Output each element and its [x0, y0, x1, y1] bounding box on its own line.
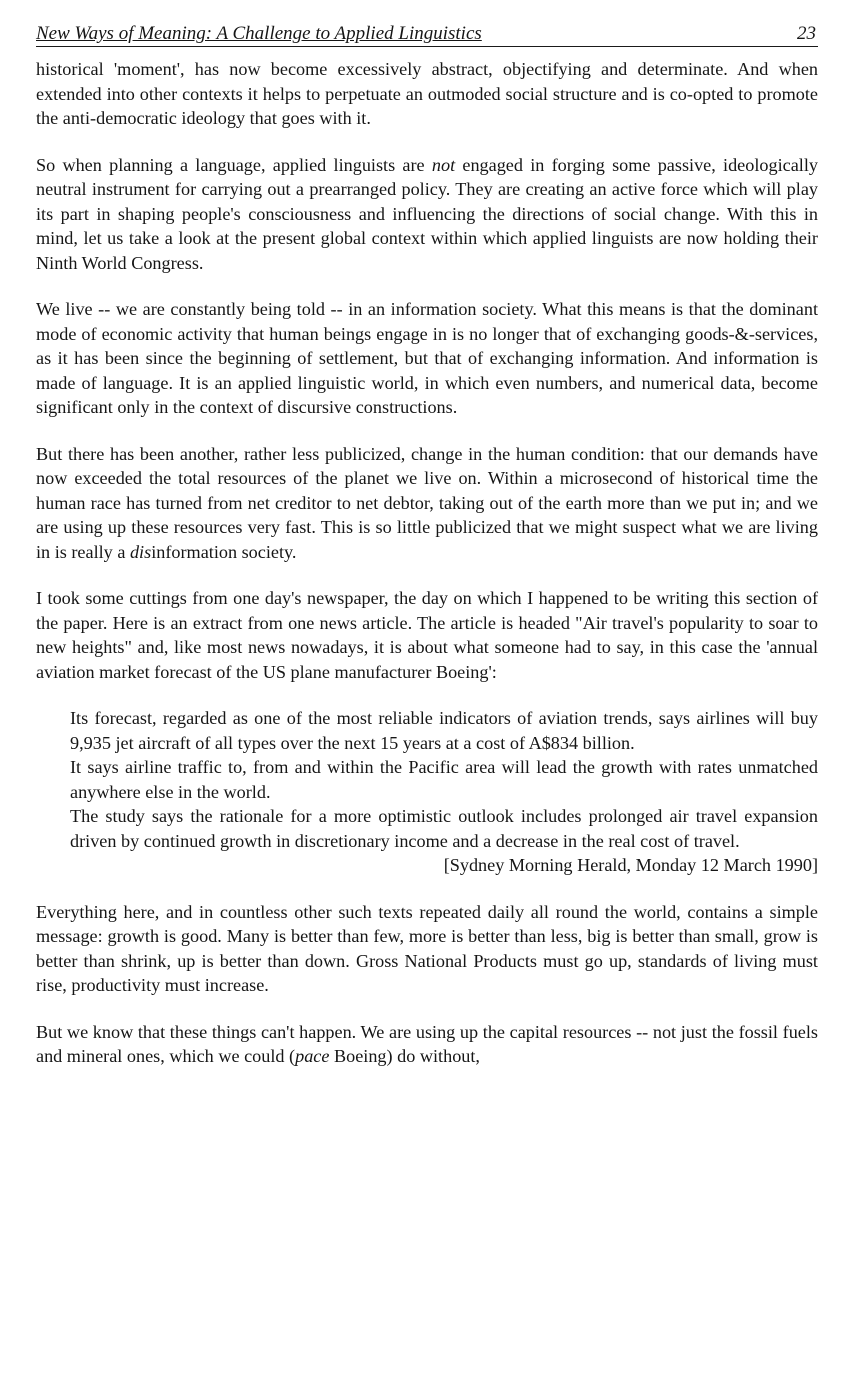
- paragraph-text: We live -- we are constantly being told -- in an information society. What this means is that the dominant mode of economic activity that human beings engage in is no longer that of exchanging goods-&-services, as it has been since the beginning of settlement, but that of exchanging information. And information is made of language. It is an applied linguistic world, in which even numbers, and numerical data, become significant only in the context of discursive constructions.: [36, 299, 818, 417]
- paragraph-2: [36, 153, 818, 276]
- paragraph-7: [36, 1020, 818, 1069]
- quote-line-2: It says airline traffic to, from and within the Pacific area will lead the growth with rates unmatched anywhere else in the world.: [70, 757, 818, 802]
- paragraph-6: [36, 900, 818, 998]
- emphasis-pace: pace: [295, 1046, 330, 1066]
- paragraph-text-start: So when planning a language, applied linguists are: [36, 154, 432, 175]
- page-number: 23: [797, 23, 816, 44]
- paragraph-3: [36, 297, 818, 420]
- paragraph-text-start: But we know that these things can't happen. We are using up the capital resources -- not just the fossil fuels and mineral ones, which we could (: [36, 1021, 818, 1066]
- emphasis-dis: dis: [129, 541, 152, 562]
- quote-line-3: The study says the rationale for a more optimistic outlook includes prolonged air travel expansion driven by continued growth in discretionary income and a decrease in the real cost of travel.: [70, 806, 818, 851]
- paragraph-text: I took some cuttings from one day's newspaper, the day on which I happened to be writing this section of the paper. Here is an extract from one news article. The article is headed "Air travel's popularity to soar to new heights" and, like most news nowadays, it is about what someone had to say, in this case the 'annual aviation market forecast of the US plane manufacturer Boeing':: [36, 588, 818, 682]
- paragraph-text: historical 'moment', has now become excessively abstract, objectifying and determinate. And when extended into other contexts it helps to perpetuate an outmoded social structure and is co-opted to promote the anti-democratic ideology that goes with it.: [36, 59, 818, 128]
- paragraph-text-start: But there has been another, rather less publicized, change in the human condition: that our demands have now exceeded the total resources of the planet we live on. Within a microsecond of historical time the human race has turned from net creditor to net debtor, taking out of the earth more than we put in; and we are using up these resources very fast. This is so little publicized that we might suspect what we are living in is really a: [36, 443, 818, 562]
- paragraph-5: [36, 586, 818, 684]
- quote-citation: [Sydney Morning Herald, Monday 12 March 1990]: [443, 855, 818, 875]
- document-page: [36, 16, 818, 1069]
- running-title: New Ways of Meaning: A Challenge to Applied Linguistics: [36, 23, 482, 44]
- running-header: [36, 16, 818, 47]
- emphasis-not: not: [431, 154, 456, 175]
- paragraph-text-end: Boeing) do without,: [329, 1046, 480, 1066]
- paragraph-text-end: engaged in forging some passive, ideologically neutral instrument for carrying out a prearranged policy. They are creating an active force which will play its part in shaping people's consciousness and influencing the directions of social change. With this in mind, let us take a look at the present global context within which applied linguists are now holding their Ninth World Congress.: [36, 154, 818, 273]
- paragraph-4: [36, 442, 818, 565]
- paragraph-1: [36, 57, 818, 131]
- quote-line-1: Its forecast, regarded as one of the most reliable indicators of aviation trends, says airlines will buy 9,935 jet aircraft of all types over the next 15 years at a cost of A$834 billion.: [70, 708, 818, 753]
- paragraph-text: Everything here, and in countless other such texts repeated daily all round the world, contains a simple message: growth is good. Many is better than few, more is better than less, big is better than small, grow is better than shrink, up is better than down. Gross National Products must go up, standards of living must rise, productivity must increase.: [36, 901, 818, 995]
- paragraph-text-end: information society.: [151, 541, 297, 562]
- block-quote: [70, 706, 818, 878]
